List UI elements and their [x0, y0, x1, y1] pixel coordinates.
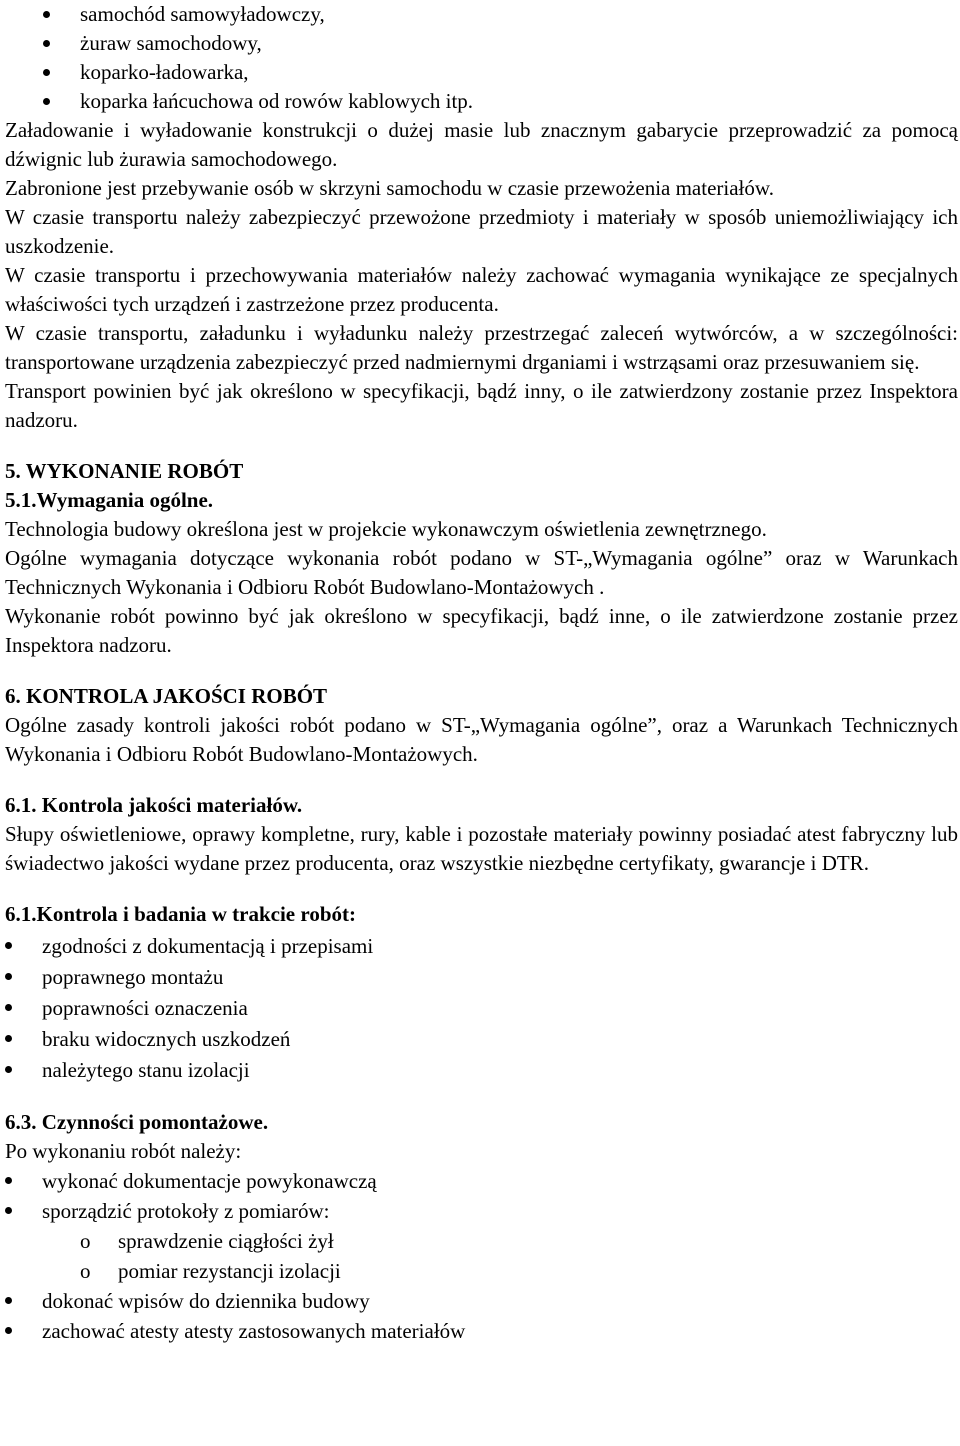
paragraph: Po wykonaniu robót należy:	[5, 1139, 242, 1163]
list-item: zgodności z dokumentacją i przepisami	[5, 931, 958, 962]
paragraph: Transport powinien być jak określono w specyfikacji, bądź inny, o ile zatwierdzony zostanie przez Inspektora nadzoru.	[5, 379, 958, 432]
list-item: braku widocznych uszkodzeń	[5, 1024, 958, 1055]
list-item: żuraw samochodowy,	[5, 29, 958, 58]
list-item: poprawnego montażu	[5, 962, 958, 993]
subsection-heading: 6.3. Czynności pomontażowe.	[5, 1110, 269, 1134]
list-item: poprawności oznaczenia	[5, 993, 958, 1024]
subsection-heading: 6.1. Kontrola jakości materiałów.	[5, 793, 303, 817]
list-item: sporządzić protokoły z pomiarów:	[5, 1196, 958, 1226]
document-page	[5, 0, 958, 1346]
subsection-heading: 6.1.Kontrola i badania w trakcie robót:	[5, 902, 356, 926]
inspection-list	[5, 931, 958, 1086]
paragraph: Słupy oświetleniowe, oprawy kompletne, rury, kable i pozostałe materiały powinny posiadać atest fabryczny lub świadectwo jakości wydane przez producenta, oraz wszystkie niezbędne certyfikaty, gwarancje i DTR.	[5, 822, 958, 875]
list-item: dokonać wpisów do dziennika budowy	[5, 1286, 958, 1316]
sublist-item: o sprawdzenie ciągłości żył	[5, 1226, 958, 1256]
measurement-sublist	[5, 1226, 958, 1286]
section-heading: 6. KONTROLA JAKOŚCI ROBÓT	[5, 684, 328, 708]
list-item: zachować atesty atesty zastosowanych materiałów	[5, 1316, 958, 1346]
paragraph: Technologia budowy określona jest w projekcie wykonawczym oświetlenia zewnętrznego.	[5, 517, 767, 541]
subsection-heading: 5.1.Wymagania ogólne.	[5, 488, 214, 512]
post-assembly-list	[5, 1166, 958, 1226]
paragraph: W czasie transportu, załadunku i wyładunku należy przestrzegać zaleceń wytwórców, a w szczególności: transportowane urządzenia zabezpieczyć przed nadmiernymi drganiami i wstrząsami oraz przesuwaniem się.	[5, 321, 958, 374]
section-heading: 5. WYKONANIE ROBÓT	[5, 459, 244, 483]
paragraph: W czasie transportu i przechowywania materiałów należy zachować wymagania wynikające ze specjalnych właściwości tych urządzeń i zastrzeżone przez producenta.	[5, 263, 958, 316]
list-item: wykonać dokumentacje powykonawczą	[5, 1166, 958, 1196]
paragraph: Ogólne zasady kontroli jakości robót podano w ST-„Wymagania ogólne”, oraz a Warunkach Technicznych Wykonania i Odbioru Robót Budowlano-Montażowych.	[5, 713, 958, 766]
equipment-list	[5, 0, 958, 116]
paragraph: Ogólne wymagania dotyczące wykonania robót podano w ST-„Wymagania ogólne” oraz w Warunkach Technicznych Wykonania i Odbioru Robót Budowlano-Montażowych .	[5, 546, 958, 599]
paragraph: Załadowanie i wyładowanie konstrukcji o dużej masie lub znacznym gabarycie przeprowadzić za pomocą dźwignic lub żurawia samochodowego.	[5, 118, 958, 171]
paragraph: Wykonanie robót powinno być jak określono w specyfikacji, bądź inne, o ile zatwierdzone zostanie przez Inspektora nadzoru.	[5, 604, 958, 657]
paragraph: W czasie transportu należy zabezpieczyć przewożone przedmioty i materiały w sposób uniemożliwiający ich uszkodzenie.	[5, 205, 958, 258]
sublist-item: o pomiar rezystancji izolacji	[5, 1256, 958, 1286]
paragraph: Zabronione jest przebywanie osób w skrzyni samochodu w czasie przewożenia materiałów.	[5, 176, 774, 200]
list-item: koparka łańcuchowa od rowów kablowych itp.	[5, 87, 958, 116]
post-assembly-list-continued	[5, 1286, 958, 1346]
list-item: należytego stanu izolacji	[5, 1055, 958, 1086]
list-item: koparko-ładowarka,	[5, 58, 958, 87]
list-item: samochód samowyładowczy,	[5, 0, 958, 29]
